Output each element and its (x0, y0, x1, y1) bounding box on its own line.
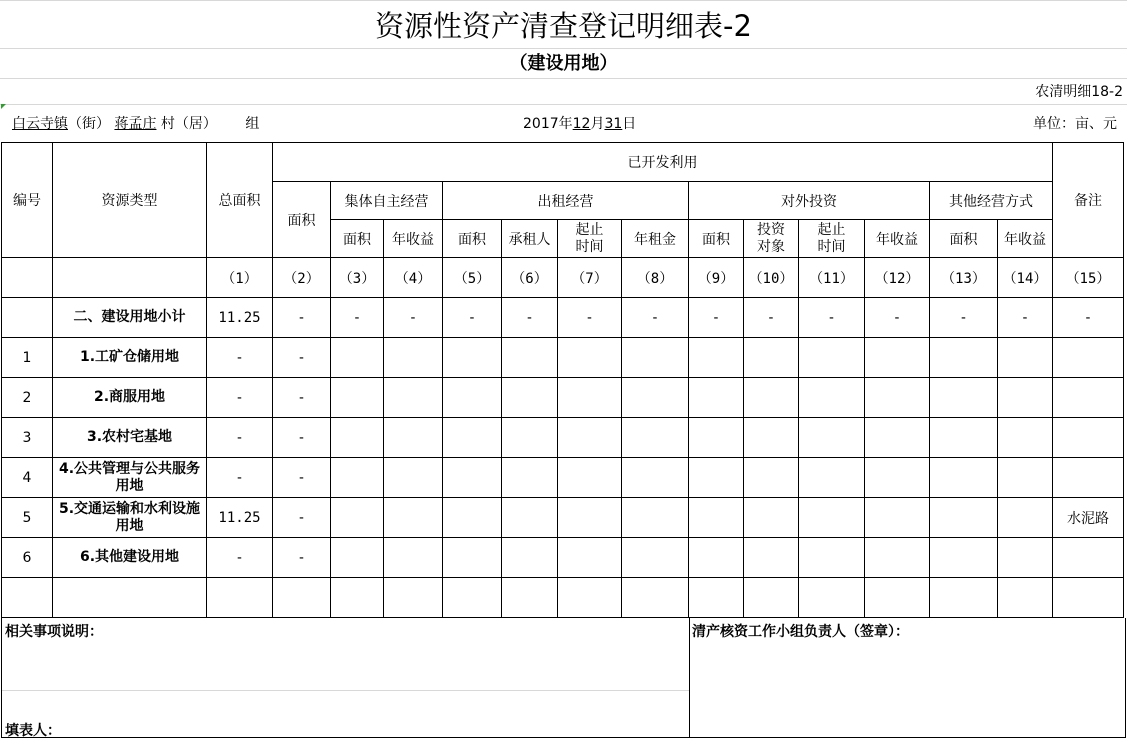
row-value-cell[interactable] (207, 578, 273, 618)
colnum-cell[interactable]: （14） (998, 258, 1053, 298)
row-value-cell[interactable] (558, 458, 622, 498)
row-value-cell[interactable] (502, 378, 558, 418)
form-code: 农清明细18-2 (1035, 84, 1123, 100)
row-value-cell[interactable]: - (207, 538, 273, 578)
row-value-cell[interactable]: - (273, 498, 331, 538)
colnum-cell[interactable]: （4） (384, 258, 443, 298)
row-no-cell[interactable]: 5 (2, 498, 53, 538)
row-value-cell[interactable] (384, 338, 443, 378)
row-value-cell[interactable] (744, 338, 799, 378)
row-value-cell[interactable] (689, 458, 744, 498)
row-value-cell[interactable] (689, 338, 744, 378)
row-value-cell[interactable] (502, 538, 558, 578)
row-value-cell[interactable] (998, 498, 1053, 538)
row-type-cell[interactable]: 5.交通运输和水利设施用地 (53, 498, 207, 538)
header-rent-annual: 年租金 (622, 220, 689, 258)
row-remark-cell[interactable] (1053, 538, 1124, 578)
row-type-cell[interactable]: 4.公共管理与公共服务用地 (53, 458, 207, 498)
table-row (2, 378, 1124, 418)
row-value-cell[interactable]: - (502, 298, 558, 338)
row-value-cell[interactable] (799, 458, 865, 498)
row-value-cell[interactable] (799, 338, 865, 378)
row-value-cell[interactable]: - (689, 298, 744, 338)
date-month: 12 (572, 116, 591, 132)
row-value-cell[interactable] (930, 458, 998, 498)
row-value-cell[interactable] (331, 418, 384, 458)
row-value-cell[interactable] (443, 578, 502, 618)
row-value-cell[interactable] (443, 458, 502, 498)
row-value-cell[interactable] (689, 498, 744, 538)
cell-comment-marker (1, 104, 6, 109)
table-row (2, 578, 1124, 618)
row-no-cell[interactable]: 6 (2, 538, 53, 578)
table-row (2, 458, 1124, 498)
row-value-cell[interactable] (384, 538, 443, 578)
row-remark-cell[interactable]: 水泥路 (1053, 498, 1124, 538)
row-remark-cell[interactable] (1053, 418, 1124, 458)
header-area: 面积 (273, 182, 331, 258)
page-title: 资源性资产清查登记明细表-2 (375, 9, 752, 43)
row-value-cell[interactable] (865, 498, 930, 538)
row-value-cell[interactable]: - (273, 458, 331, 498)
header-other-income: 年收益 (998, 220, 1053, 258)
row-value-cell[interactable] (799, 378, 865, 418)
sheet-gridline (0, 48, 1127, 49)
colnum-cell[interactable]: （5） (443, 258, 502, 298)
row-type-cell[interactable]: 2.商服用地 (53, 378, 207, 418)
row-value-cell[interactable] (622, 338, 689, 378)
row-value-cell[interactable] (865, 538, 930, 578)
table-row (2, 538, 1124, 578)
row-value-cell[interactable]: - (273, 538, 331, 578)
row-value-cell[interactable]: - (273, 298, 331, 338)
row-value-cell[interactable] (744, 498, 799, 538)
village-suffix: 村（居） (160, 116, 217, 132)
date-month-unit: 月 (590, 116, 605, 132)
colnum-cell[interactable] (2, 258, 53, 298)
header-collective-income: 年收益 (384, 220, 443, 258)
row-value-cell[interactable]: - (865, 298, 930, 338)
colnum-cell[interactable] (53, 258, 207, 298)
colnum-cell[interactable]: （9） (689, 258, 744, 298)
colnum-cell[interactable]: （7） (558, 258, 622, 298)
row-value-cell[interactable] (502, 498, 558, 538)
sheet-gridline (0, 0, 1127, 1)
row-value-cell[interactable] (865, 458, 930, 498)
unit-label: 单位：亩、元 (1033, 116, 1117, 132)
colnum-cell[interactable]: （8） (622, 258, 689, 298)
header-other-area: 面积 (930, 220, 998, 258)
colnum-cell[interactable]: （12） (865, 258, 930, 298)
row-type-cell[interactable]: 1.工矿仓储用地 (53, 338, 207, 378)
row-value-cell[interactable] (689, 418, 744, 458)
row-remark-cell[interactable] (1053, 458, 1124, 498)
village-name: 蒋孟庄 (114, 116, 157, 132)
row-value-cell[interactable]: - (207, 338, 273, 378)
row-value-cell[interactable]: - (930, 298, 998, 338)
row-value-cell[interactable] (744, 458, 799, 498)
row-value-cell[interactable] (331, 538, 384, 578)
row-value-cell[interactable]: - (799, 298, 865, 338)
row-value-cell[interactable] (443, 338, 502, 378)
row-value-cell[interactable] (384, 578, 443, 618)
row-value-cell[interactable]: - (443, 298, 502, 338)
row-value-cell[interactable]: - (622, 298, 689, 338)
header-rent-area: 面积 (443, 220, 502, 258)
row-value-cell[interactable] (998, 418, 1053, 458)
filler-label: 填表人： (5, 723, 61, 739)
row-value-cell[interactable] (443, 538, 502, 578)
footer-section (1, 618, 1126, 738)
colnum-cell[interactable]: （13） (930, 258, 998, 298)
row-value-cell[interactable] (331, 498, 384, 538)
row-value-cell[interactable] (998, 538, 1053, 578)
row-value-cell[interactable] (502, 418, 558, 458)
row-value-cell[interactable] (744, 378, 799, 418)
header-rent-tenant: 承租人 (502, 220, 558, 258)
row-value-cell[interactable] (558, 378, 622, 418)
row-value-cell[interactable] (998, 338, 1053, 378)
row-value-cell[interactable]: - (558, 298, 622, 338)
date-day: 31 (604, 116, 623, 132)
row-value-cell[interactable] (799, 578, 865, 618)
leader-signature-label: 清产核资工作小组负责人（签章）： (692, 624, 909, 640)
row-value-cell[interactable] (998, 578, 1053, 618)
header-invest-income: 年收益 (865, 220, 930, 258)
row-value-cell[interactable] (622, 498, 689, 538)
row-type-cell[interactable] (53, 578, 207, 618)
row-value-cell[interactable] (744, 578, 799, 618)
row-type-cell[interactable]: 二、建设用地小计 (53, 298, 207, 338)
footer-gridline (2, 690, 689, 691)
row-value-cell[interactable] (930, 498, 998, 538)
row-value-cell[interactable] (443, 418, 502, 458)
row-value-cell[interactable] (744, 418, 799, 458)
colnum-cell[interactable]: （15） (1053, 258, 1124, 298)
row-no-cell[interactable]: 1 (2, 338, 53, 378)
header-other: 其他经营方式 (930, 182, 1053, 220)
row-remark-cell[interactable] (1053, 338, 1124, 378)
header-rent-period: 起止时间 (558, 220, 622, 258)
row-value-cell[interactable]: - (273, 418, 331, 458)
row-remark-cell[interactable]: - (1053, 298, 1124, 338)
header-invest-target: 投资对象 (744, 220, 799, 258)
row-value-cell[interactable] (865, 378, 930, 418)
row-value-cell[interactable] (930, 338, 998, 378)
date-day-unit: 日 (622, 116, 637, 132)
row-value-cell[interactable]: - (273, 338, 331, 378)
row-value-cell[interactable] (502, 458, 558, 498)
row-no-cell[interactable] (2, 298, 53, 338)
row-value-cell[interactable] (502, 338, 558, 378)
row-value-cell[interactable] (558, 538, 622, 578)
register-table (1, 142, 1124, 618)
row-value-cell[interactable] (865, 338, 930, 378)
row-value-cell[interactable] (930, 418, 998, 458)
row-value-cell[interactable] (443, 378, 502, 418)
row-value-cell[interactable] (331, 338, 384, 378)
row-no-cell[interactable]: 4 (2, 458, 53, 498)
row-value-cell[interactable]: - (998, 298, 1053, 338)
header-no: 编号 (2, 143, 53, 258)
row-value-cell[interactable]: - (384, 298, 443, 338)
colnum-cell[interactable]: （6） (502, 258, 558, 298)
row-no-cell[interactable] (2, 578, 53, 618)
row-value-cell[interactable] (689, 578, 744, 618)
row-value-cell[interactable]: - (273, 378, 331, 418)
location-line (12, 108, 259, 140)
row-value-cell[interactable] (622, 538, 689, 578)
row-value-cell[interactable] (865, 418, 930, 458)
row-remark-cell[interactable] (1053, 578, 1124, 618)
report-date (523, 108, 636, 140)
row-value-cell[interactable] (331, 578, 384, 618)
header-invest-area: 面积 (689, 220, 744, 258)
header-invest: 对外投资 (689, 182, 930, 220)
row-value-cell[interactable] (622, 578, 689, 618)
row-value-cell[interactable] (622, 458, 689, 498)
header-collective: 集体自主经营 (331, 182, 443, 220)
row-value-cell[interactable] (622, 418, 689, 458)
colnum-cell[interactable]: （1） (207, 258, 273, 298)
row-no-cell[interactable]: 2 (2, 378, 53, 418)
colnum-cell[interactable]: （11） (799, 258, 865, 298)
column-number-row (2, 258, 1124, 298)
row-value-cell[interactable] (558, 338, 622, 378)
table-row (2, 338, 1124, 378)
row-value-cell[interactable] (331, 458, 384, 498)
town-name: 白云寺镇 (12, 116, 68, 132)
row-remark-cell[interactable] (1053, 378, 1124, 418)
group-suffix: 组 (245, 116, 260, 132)
sheet-gridline (0, 104, 1127, 105)
colnum-cell[interactable]: （10） (744, 258, 799, 298)
row-value-cell[interactable] (622, 378, 689, 418)
row-value-cell[interactable]: - (207, 378, 273, 418)
row-value-cell[interactable]: - (207, 418, 273, 458)
row-type-cell[interactable]: 6.其他建设用地 (53, 538, 207, 578)
row-value-cell[interactable] (558, 578, 622, 618)
row-value-cell[interactable] (998, 378, 1053, 418)
table-row (2, 298, 1124, 338)
header-collective-area: 面积 (331, 220, 384, 258)
row-no-cell[interactable]: 3 (2, 418, 53, 458)
date-year: 2017 (523, 116, 559, 132)
colnum-cell[interactable]: （2） (273, 258, 331, 298)
row-value-cell[interactable]: - (207, 458, 273, 498)
row-value-cell[interactable] (384, 498, 443, 538)
row-value-cell[interactable] (930, 378, 998, 418)
row-value-cell[interactable] (558, 418, 622, 458)
footer-divider (689, 618, 690, 738)
row-value-cell[interactable] (799, 418, 865, 458)
header-invest-period: 起止时间 (799, 220, 865, 258)
colnum-cell[interactable]: （3） (331, 258, 384, 298)
row-value-cell[interactable] (384, 378, 443, 418)
header-type: 资源类型 (53, 143, 207, 258)
row-value-cell[interactable] (998, 458, 1053, 498)
header-total-area: 总面积 (207, 143, 273, 258)
town-suffix: （街） (68, 116, 110, 132)
table-row (2, 418, 1124, 458)
row-value-cell[interactable] (502, 578, 558, 618)
notes-label: 相关事项说明： (5, 624, 103, 640)
row-value-cell[interactable]: - (744, 298, 799, 338)
row-value-cell[interactable]: 11.25 (207, 298, 273, 338)
row-value-cell[interactable]: - (331, 298, 384, 338)
row-value-cell[interactable] (799, 538, 865, 578)
header-rent: 出租经营 (443, 182, 689, 220)
row-value-cell[interactable] (689, 378, 744, 418)
row-value-cell[interactable] (744, 538, 799, 578)
row-value-cell[interactable] (273, 578, 331, 618)
table-row (2, 498, 1124, 538)
row-value-cell[interactable] (443, 498, 502, 538)
page-subtitle: （建设用地） (509, 53, 618, 74)
row-value-cell[interactable] (384, 458, 443, 498)
row-value-cell[interactable] (930, 538, 998, 578)
header-remark: 备注 (1053, 143, 1124, 258)
row-value-cell[interactable] (799, 498, 865, 538)
row-value-cell[interactable] (384, 418, 443, 458)
header-developed: 已开发利用 (273, 143, 1053, 182)
row-value-cell[interactable] (331, 378, 384, 418)
row-value-cell[interactable] (865, 578, 930, 618)
sheet-gridline (0, 78, 1127, 79)
row-type-cell[interactable]: 3.农村宅基地 (53, 418, 207, 458)
row-value-cell[interactable] (930, 578, 998, 618)
row-value-cell[interactable] (689, 538, 744, 578)
date-year-unit: 年 (558, 116, 573, 132)
row-value-cell[interactable] (558, 498, 622, 538)
row-value-cell[interactable]: 11.25 (207, 498, 273, 538)
